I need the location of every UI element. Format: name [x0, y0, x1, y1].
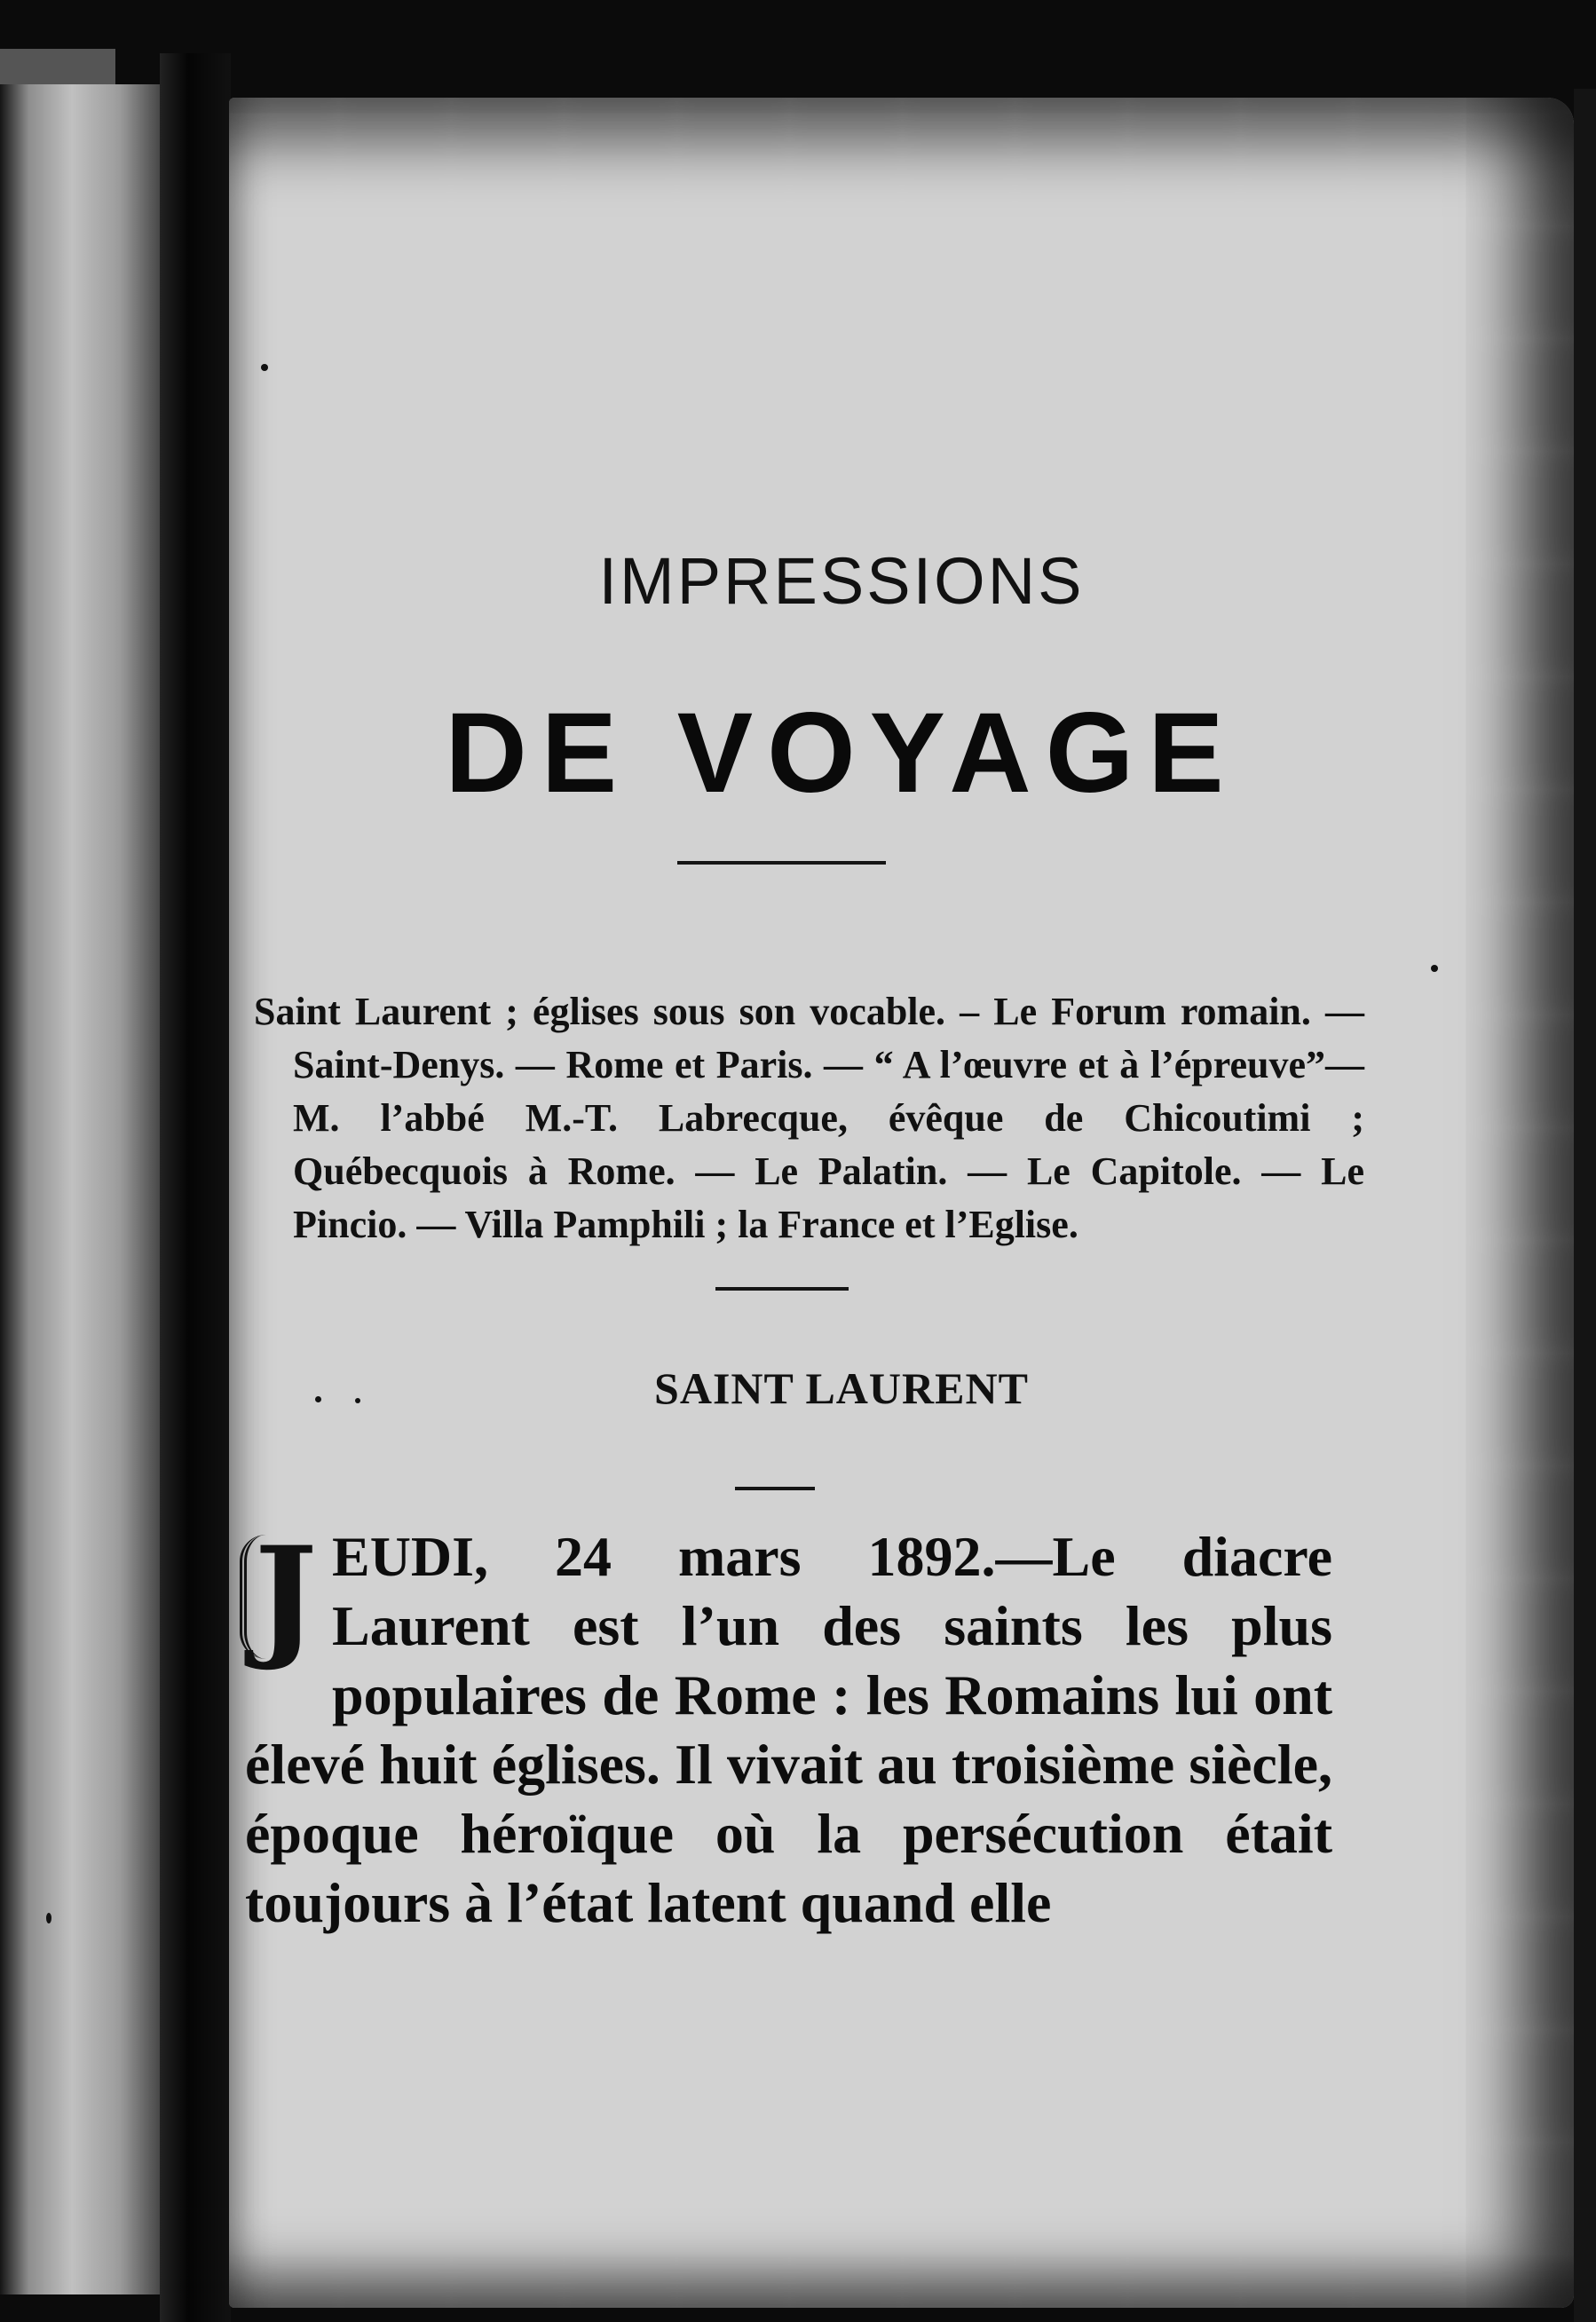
- page-content: [229, 98, 1574, 2308]
- title-line-2: DE VOYAGE: [445, 690, 1238, 817]
- divider-rule: [735, 1487, 815, 1490]
- drop-cap-flourish: [240, 1535, 282, 1659]
- section-heading: SAINT LAURENT: [654, 1363, 1029, 1413]
- adjacent-page-edge-top: [0, 49, 115, 84]
- ink-speck: [1431, 965, 1438, 972]
- drop-cap: [245, 1518, 327, 1674]
- ink-speck: [315, 1396, 321, 1402]
- divider-rule: [677, 861, 886, 865]
- book-gutter: [160, 53, 231, 2322]
- drop-cap-letter: J: [254, 1518, 318, 1674]
- divider-rule: [715, 1287, 849, 1291]
- ink-speck: [261, 364, 268, 371]
- title-line-1: IMPRESSIONS: [598, 544, 1085, 618]
- ink-speck: [355, 1398, 360, 1403]
- book-page: [229, 98, 1574, 2308]
- body-paragraph: [245, 1518, 1332, 1938]
- ink-speck: [46, 1913, 51, 1923]
- adjacent-page: [0, 84, 160, 2294]
- page-right-edge: [1574, 89, 1596, 2322]
- body-text: EUDI, 24 mars 1892.—Le diacre Laurent est l’un des saints les plus populaires de Rome : les Romains lui ont élevé huit églises. Il vivait au troisième siècle, époque héroïque où la persécution était toujours à l’état latent quand elle: [245, 1525, 1332, 1934]
- chapter-summary: Saint Laurent ; églises sous son vocable. – Le Forum romain. — Saint-Denys. — Rome et Paris. — “ A l’œuvre et à l’épreuve”—M. l’abbé M.-T. Labrecque, évêque de Chicoutimi ; Québecquois à Rome. — Le Palatin. — Le Capitole. — Le Pincio. — Villa Pamphili ; la France et l’Eglise.: [254, 990, 1364, 1246]
